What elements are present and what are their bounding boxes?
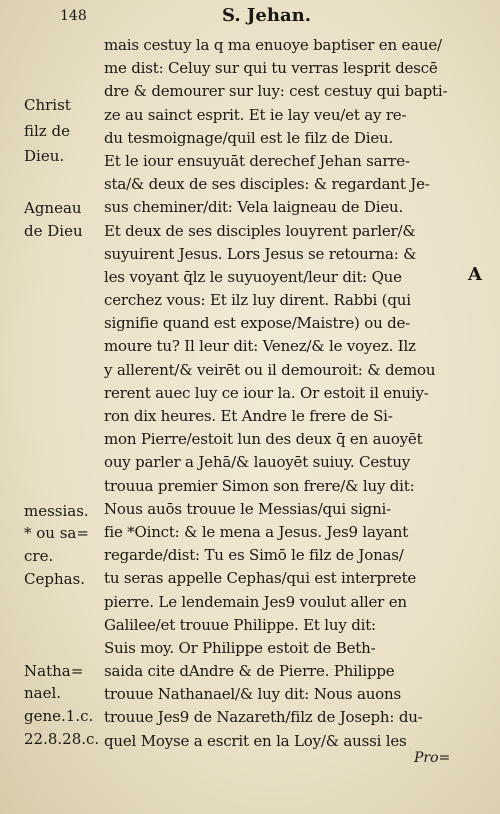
text-line: Nous auōs trouue le Messias/qui signi- [104,499,391,518]
running-title: S. Jehan. [222,5,311,26]
text-line: ze au sainct esprit. Et ie lay veu/et ay re- [104,105,407,124]
margin-note: messias. [24,502,89,520]
margin-note: 22.8.28.c. [24,730,100,748]
text-line: suyuirent Jesus. Lors Jesus se retourna: & [104,244,417,263]
margin-note: Agneau [24,199,82,217]
margin-note: de Dieu [24,222,83,240]
text-line: ouy parler a Jehā/& lauoyēt suiuy. Cestuy [104,453,411,472]
text-line: sus cheminer/dit: Vela laigneau de Dieu. [104,198,404,217]
text-line: Galilee/et trouue Philippe. Et luy dit: [104,615,376,634]
page-header [0,4,500,30]
text-line: fie *Oinct: & le mena a Jesus. Jes9 layant [104,522,409,541]
text-line: moure tu? Il leur dit: Venez/& le voyez. Ilz [104,337,416,356]
text-line: cerchez vous: Et ilz luy dirent. Rabbi (qui [104,291,411,310]
text-line: Et deux de ses disciples louyrent parler/& [104,221,416,240]
margin-note: gene.1.c. [24,707,94,725]
text-line: quel Moyse a escrit en la Loy/& aussi les [104,731,407,750]
text-line: saida cite dAndre & de Pierre. Philippe [104,662,395,681]
margin-note: * ou sa= [24,524,89,542]
text-line: ron dix heures. Et Andre le frere de Si- [104,407,393,425]
text-line: regarde/dist: Tu es Simō le filz de Jonas/ [104,546,404,565]
margin-section-letter: A [468,264,482,285]
text-line: Suis moy. Or Philippe estoit de Beth- [104,638,376,657]
text-line: mais cestuy la q ma enuoye baptiser en eaue/ [104,36,442,54]
text-line: me dist: Celuy sur qui tu verras lesprit descē [104,59,438,78]
margin-note: Christ [24,96,71,114]
text-line: y allerent/& veirēt ou il demouroit: & demou [104,360,436,379]
folio-number: 148 [60,8,87,24]
text-line: pierre. Le lendemain Jes9 voulut aller en [104,592,407,611]
text-line: Et le iour ensuyuāt derechef Jehan sarre- [104,151,410,170]
body-text [104,34,462,753]
text-line: rerent auec luy ce iour la. Or estoit il enuiy- [104,383,429,402]
margin-note: Natha= [24,662,84,680]
text-line: mon Pierre/estoit lun des deux q̄ en auoyēt [104,430,423,449]
text-line: sta/& deux de ses disciples: & regardant Je- [104,175,430,194]
catchword: Pro= [414,750,451,766]
text-line: trouua premier Simon son frere/& luy dit: [104,476,415,495]
text-line: les voyant q̄lz le suyuoyent/leur dit: Que [104,267,402,286]
text-line: trouue Jes9 de Nazareth/filz de Joseph: du- [104,708,423,727]
margin-note: filz de [24,122,70,140]
margin-note: Cephas. [24,570,86,588]
text-line: dre & demourer sur luy: cest cestuy qui bapti- [104,82,448,101]
margin-note: nael. [24,684,62,702]
text-line: du tesmoignage/quil est le filz de Dieu. [104,128,394,147]
text-line: signifie quand est expose/Maistre) ou de- [104,314,411,333]
text-line: trouue Nathanael/& luy dit: Nous auons [104,685,401,704]
text-line: tu seras appelle Cephas/qui est interprete [104,569,417,588]
margin-note: Dieu. [24,147,65,165]
margin-note: cre. [24,547,54,565]
